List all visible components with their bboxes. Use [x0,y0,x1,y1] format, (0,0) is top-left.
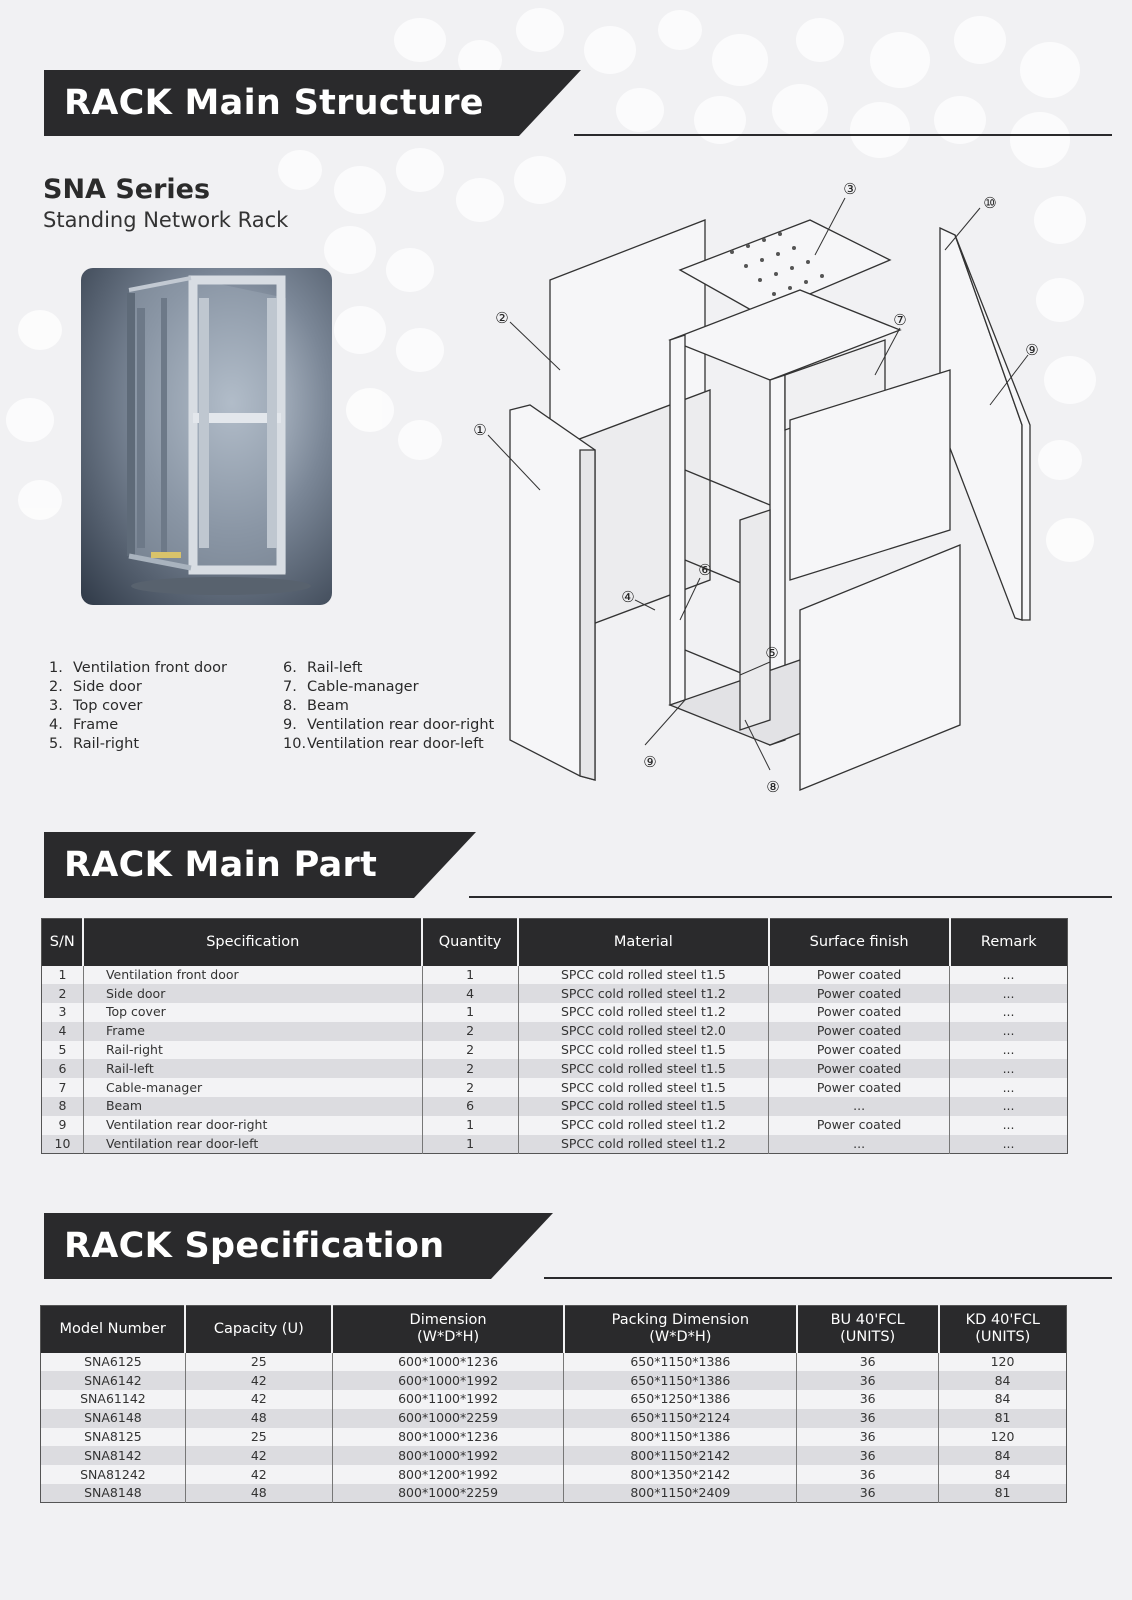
header-remark: Remark [950,919,1068,966]
callout-9b: ⑨ [643,753,657,771]
table-row: 8 Beam 6 SPCC cold rolled steel t1.5 ... ... [42,1097,1068,1116]
parts-list-item: 2. Side door [49,679,142,695]
parts-list-item: 3. Top cover [49,698,143,714]
callout-5: ⑤ [765,644,779,662]
table-row: 4 Frame 2 SPCC cold rolled steel t2.0 Power coated ... [42,1022,1068,1041]
section-title-structure: RACK Main Structure [44,70,519,136]
parts-list-left [49,659,227,754]
rack-photo-image [81,268,332,605]
callout-3: ③ [843,180,857,198]
section-rule [469,896,1112,898]
series-subtitle: Standing Network Rack [43,208,289,232]
parts-list-item: 1. Ventilation front door [49,660,227,676]
table-row: SNA6142 42 600*1000*1992 650*1150*1386 36 84 [41,1371,1067,1390]
parts-list-item: 8. Beam [283,698,349,714]
parts-list-item: 6. Rail-left [283,660,363,676]
header-material: Material [518,919,769,966]
parts-list-item: 9. Ventilation rear door-right [283,717,495,733]
main-part-table [41,918,1068,1154]
header-packing-dimension: Packing Dimension (W*D*H) [564,1306,797,1353]
header-bu-fcl: BU 40'FCL (UNITS) [797,1306,939,1353]
callout-8: ⑧ [766,778,780,796]
parts-list-item: 7. Cable-manager [283,679,419,695]
series-title: SNA Series [43,174,211,205]
callout-9: ⑨ [1025,341,1039,359]
table-row: 7 Cable-manager 2 SPCC cold rolled steel t1.5 Power coated ... [42,1078,1068,1097]
header-sn: S/N [42,919,84,966]
table-row: 9 Ventilation rear door-right 1 SPCC cold rolled steel t1.2 Power coated ... [42,1116,1068,1135]
header-capacity: Capacity (U) [185,1306,332,1353]
section-rule [544,1277,1112,1279]
header-kd-fcl: KD 40'FCL (UNITS) [939,1306,1067,1353]
table-row: 6 Rail-left 2 SPCC cold rolled steel t1.5 Power coated ... [42,1059,1068,1078]
table-row: 2 Side door 4 SPCC cold rolled steel t1.2 Power coated ... [42,984,1068,1003]
header-specification: Specification [83,919,422,966]
table-row: SNA8125 25 800*1000*1236 800*1150*1386 36 120 [41,1428,1067,1447]
parts-list-item: 4. Frame [49,717,119,733]
exploded-rack-diagram [470,180,1060,800]
section-title-part: RACK Main Part [44,832,414,898]
table-row: SNA8142 42 800*1000*1992 800*1150*2142 36 84 [41,1446,1067,1465]
header-quantity: Quantity [422,919,518,966]
callout-2: ② [495,309,509,327]
table-row: SNA61142 42 600*1100*1992 650*1250*1386 36 84 [41,1390,1067,1409]
table-row: SNA8148 48 800*1000*2259 800*1150*2409 36 81 [41,1484,1067,1503]
table-row: SNA6125 25 600*1000*1236 650*1150*1386 36 120 [41,1353,1067,1372]
callout-10: ⑩ [983,194,997,212]
table-row: SNA81242 42 800*1200*1992 800*1350*2142 36 84 [41,1465,1067,1484]
header-dimension: Dimension (W*D*H) [332,1306,564,1353]
table-row: 1 Ventilation front door 1 SPCC cold rolled steel t1.5 Power coated ... [42,966,1068,985]
callout-6: ⑥ [698,561,712,579]
section-rule [574,134,1112,136]
parts-list-right [283,659,494,754]
section-title-spec: RACK Specification [44,1213,491,1279]
callout-7: ⑦ [893,311,907,329]
parts-list-item: 5. Rail-right [49,736,140,752]
header-surface-finish: Surface finish [769,919,950,966]
parts-list-item: 10.Ventilation rear door-left [283,736,484,752]
table-row: 10 Ventilation rear door-left 1 SPCC cold rolled steel t1.2 ... ... [42,1135,1068,1154]
rack-photo [81,268,332,605]
table-row: 5 Rail-right 2 SPCC cold rolled steel t1.5 Power coated ... [42,1041,1068,1060]
table-row: 3 Top cover 1 SPCC cold rolled steel t1.2 Power coated ... [42,1003,1068,1022]
callout-4: ④ [621,588,635,606]
header-model-number: Model Number [41,1306,186,1353]
table-row: SNA6148 48 600*1000*2259 650*1150*2124 36 81 [41,1409,1067,1428]
callout-1: ① [473,421,487,439]
specification-table [40,1305,1067,1503]
